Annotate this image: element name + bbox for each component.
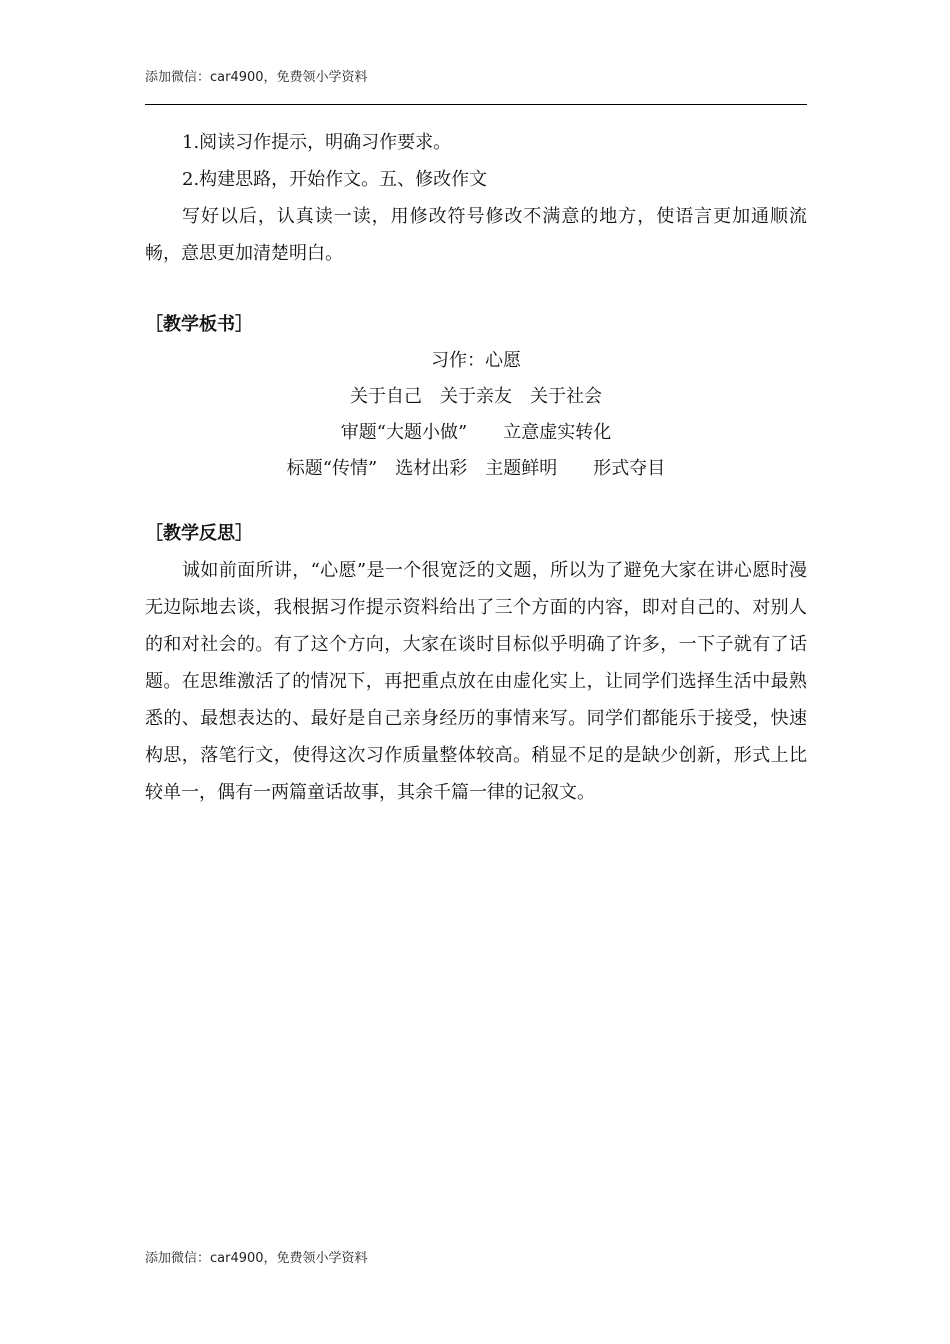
- board-heading: ［教学板书］: [145, 314, 253, 335]
- reflection-body: 诚如前面所讲，“心愿”是一个很宽泛的文题，所以为了避免大家在讲心愿时漫无边际地去谈，我根据习作提示资料给出了三个方面的内容，即对自己的、对别人的和对社会的。有了这个方向，大家在谈时目标似乎明确了许多，一下子就有了话题。在思维激活了的情况下，再把重点放在由虚化实上，让同学们选择生活中最熟悉的、最想表达的、最好是自己亲身经历的事情来写。同学们都能乐于接受，快速构思，落笔行文，使得这次习作质量整体较高。稍显不足的是缺少创新，形式上比较单一，偶有一两篇童话故事，其余千篇一律的记叙文。: [145, 560, 807, 803]
- step-read-prompt: 1.阅读习作提示，明确习作要求。: [182, 132, 452, 153]
- header-divider: [145, 104, 807, 105]
- page-header: 添加微信：car4900，免费领小学资料: [145, 70, 368, 85]
- reflection-heading: ［教学反思］: [145, 523, 253, 544]
- document-body: [145, 124, 807, 811]
- board-title: 习作：心愿: [431, 350, 521, 371]
- step-build-outline: 2.构建思路，开始作文。五、修改作文: [182, 169, 488, 190]
- spacer: [145, 272, 807, 306]
- board-line-topics: 关于自己 关于亲友 关于社会: [350, 386, 602, 407]
- revise-instructions: 写好以后，认真读一读，用修改符号修改不满意的地方，使语言更加通顺流畅，意思更加清楚明白。: [145, 206, 807, 264]
- board-line-approach: 审题“大题小做” 立意虚实转化: [340, 422, 612, 443]
- page-footer: 添加微信：car4900，免费领小学资料: [145, 1251, 368, 1266]
- spacer: [145, 487, 807, 515]
- board-line-techniques: 标题“传情” 选材出彩 主题鲜明 形式夺目: [286, 458, 666, 479]
